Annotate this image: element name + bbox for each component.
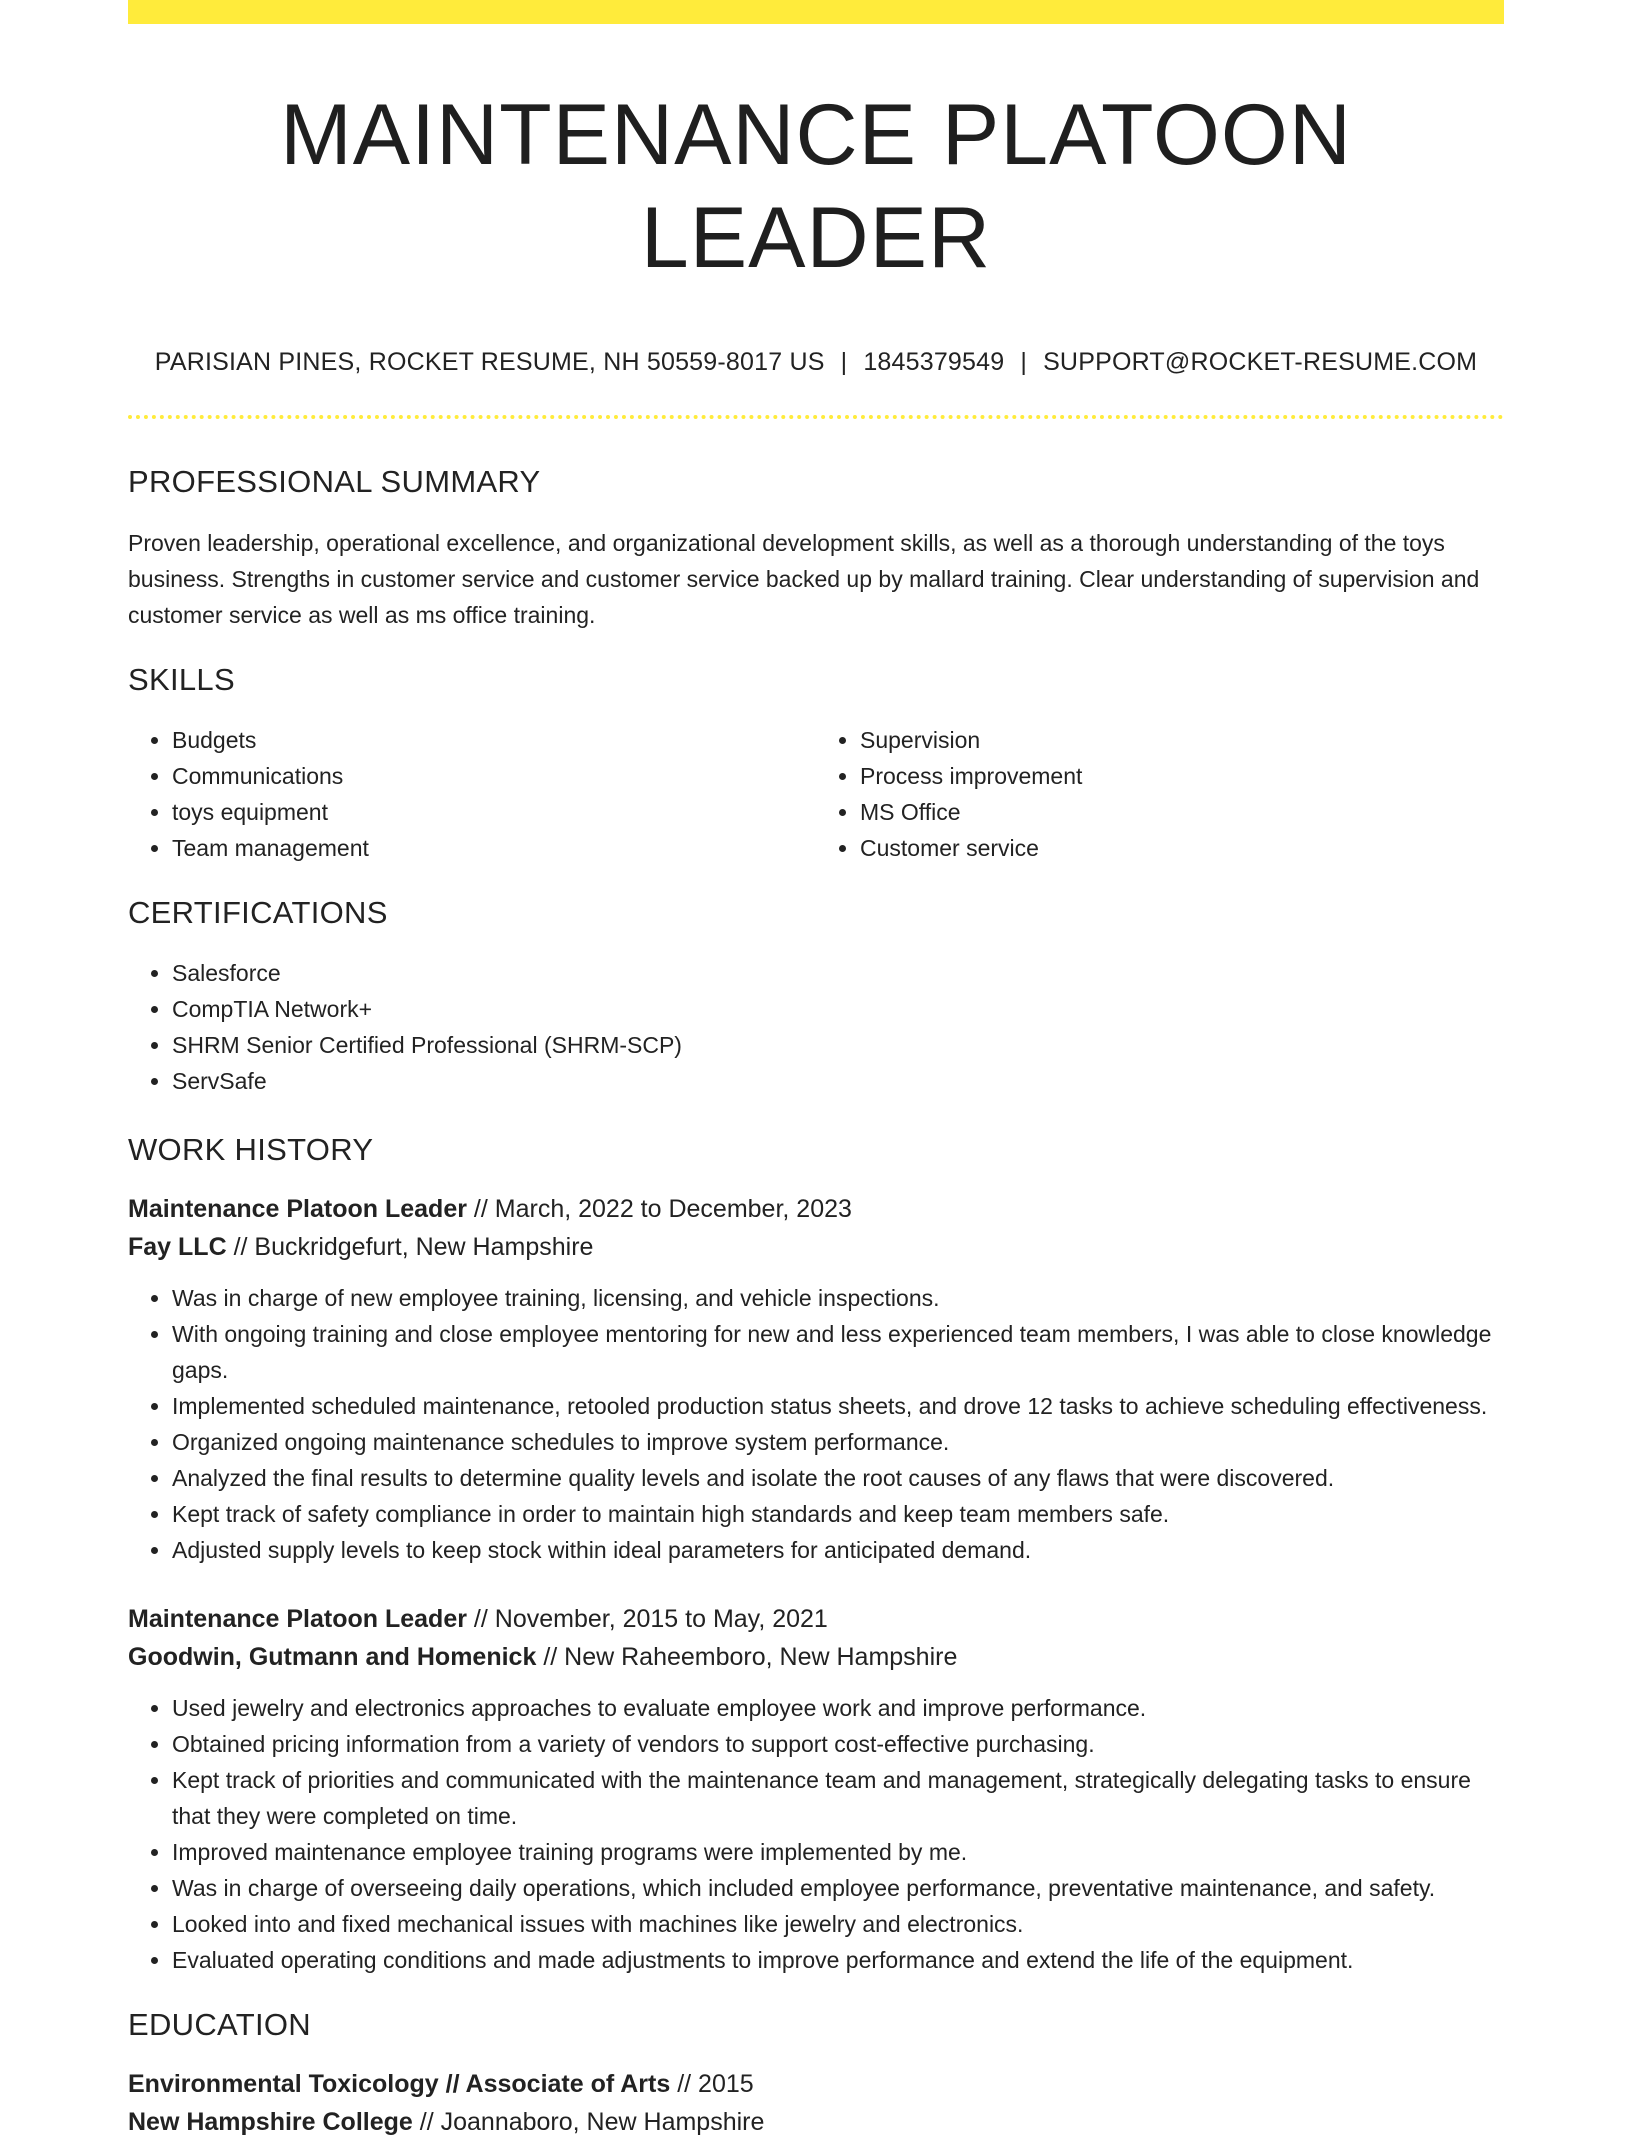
email-link[interactable]: SUPPORT@ROCKET-RESUME.COM <box>1043 348 1478 377</box>
certifications-list <box>128 955 1504 1099</box>
skill-item: • Team management <box>172 830 816 866</box>
job-location: // Buckridgefurt, New Hampshire <box>233 1233 594 1262</box>
address: PARISIAN PINES, ROCKET RESUME, NH 50559-8017 US <box>154 348 825 377</box>
job-bullets <box>128 1280 1504 1568</box>
job-bullet: • Evaluated operating conditions and made adjustments to improve performance and extend the life of the equipment. <box>172 1942 1504 1978</box>
certifications-heading: CERTIFICATIONS <box>128 894 388 930</box>
certification-item: • Salesforce <box>172 955 1504 991</box>
summary-text: Proven leadership, operational excellence, and organizational development skills, as well as a thorough understanding of the toys business. Strengths in customer service and customer service backed up by mallard training. Clear understanding of supervision and customer service as well as ms office training. <box>128 529 1480 628</box>
job-company-line <box>128 1228 1504 1266</box>
phone: 1845379549 <box>863 348 1005 377</box>
work-history-heading: WORK HISTORY <box>128 1131 374 1167</box>
education-school: New Hampshire College <box>128 2108 413 2137</box>
job-bullet: • Was in charge of new employee training, licensing, and vehicle inspections. <box>172 1280 1504 1316</box>
separator: | <box>840 348 848 377</box>
education-location: // Joannaboro, New Hampshire <box>419 2108 765 2137</box>
job-company: Goodwin, Gutmann and Homenick <box>128 1643 537 1672</box>
certification-item: • CompTIA Network+ <box>172 991 1504 1027</box>
job-bullet: • Used jewelry and electronics approaches to evaluate employee work and improve performance. <box>172 1690 1504 1726</box>
skills-heading: SKILLS <box>128 661 235 697</box>
job-bullet: • Obtained pricing information from a variety of vendors to support cost-effective purchasing. <box>172 1726 1504 1762</box>
job-bullet: • Improved maintenance employee training programs were implemented by me. <box>172 1834 1504 1870</box>
education-entry <box>128 2065 1504 2141</box>
skill-item: • MS Office <box>860 794 1504 830</box>
job-title-line <box>128 1190 1504 1228</box>
job-bullet: • Analyzed the final results to determine quality levels and isolate the root causes of any flaws that were discovered. <box>172 1460 1504 1496</box>
job-bullet: • Kept track of priorities and communicated with the maintenance team and management, strategically delegating tasks to ensure that they were completed on time. <box>172 1762 1504 1834</box>
job-location: // New Raheemboro, New Hampshire <box>543 1643 958 1672</box>
skill-item: • Budgets <box>172 722 816 758</box>
separator: | <box>1020 348 1028 377</box>
job-title: Maintenance Platoon Leader <box>128 1605 467 1634</box>
certification-item: • SHRM Senior Certified Professional (SHRM-SCP) <box>172 1027 1504 1063</box>
job-entry <box>128 1190 1504 1568</box>
summary-heading: PROFESSIONAL SUMMARY <box>128 464 541 500</box>
job-company: Fay LLC <box>128 1233 227 1262</box>
skills-left-list <box>128 722 816 866</box>
job-bullet: • Organized ongoing maintenance schedules to improve system performance. <box>172 1424 1504 1460</box>
job-company-line <box>128 1638 1504 1676</box>
job-bullet: • Adjusted supply levels to keep stock within ideal parameters for anticipated demand. <box>172 1532 1504 1568</box>
job-bullet: • Was in charge of overseeing daily operations, which included employee performance, preventative maintenance, and safety. <box>172 1870 1504 1906</box>
job-bullet: • Kept track of safety compliance in order to maintain high standards and keep team members safe. <box>172 1496 1504 1532</box>
education-degree: Environmental Toxicology // Associate of Arts <box>128 2070 671 2099</box>
job-title: Maintenance Platoon Leader <box>128 1195 467 1224</box>
education-year: // 2015 <box>677 2070 754 2099</box>
education-degree-line <box>128 2065 1504 2103</box>
contact-line <box>128 348 1504 377</box>
skills-grid <box>128 722 1504 866</box>
skill-item: • Customer service <box>860 830 1504 866</box>
skill-item: • toys equipment <box>172 794 816 830</box>
job-entry <box>128 1600 1504 1978</box>
skill-item: • Communications <box>172 758 816 794</box>
dotted-divider <box>128 415 1504 419</box>
certification-item: • ServSafe <box>172 1063 1504 1099</box>
skills-right-list <box>816 722 1504 866</box>
education-heading: EDUCATION <box>128 2007 311 2043</box>
job-dates: // March, 2022 to December, 2023 <box>473 1195 852 1224</box>
job-bullets <box>128 1690 1504 1978</box>
job-bullet: • With ongoing training and close employee mentoring for new and less experienced team members, I was able to close knowledge gaps. <box>172 1316 1504 1388</box>
skill-item: • Process improvement <box>860 758 1504 794</box>
job-bullet: • Implemented scheduled maintenance, retooled production status sheets, and drove 12 tasks to achieve scheduling effectiveness. <box>172 1388 1504 1424</box>
job-dates: // November, 2015 to May, 2021 <box>473 1605 828 1634</box>
skill-item: • Supervision <box>860 722 1504 758</box>
job-title-line <box>128 1600 1504 1638</box>
resume-title: MAINTENANCE PLATOON LEADER <box>280 87 1352 287</box>
top-accent-bar <box>128 0 1504 24</box>
resume-page <box>128 0 1504 2141</box>
education-school-line <box>128 2103 1504 2141</box>
job-bullet: • Looked into and fixed mechanical issues with machines like jewelry and electronics. <box>172 1906 1504 1942</box>
